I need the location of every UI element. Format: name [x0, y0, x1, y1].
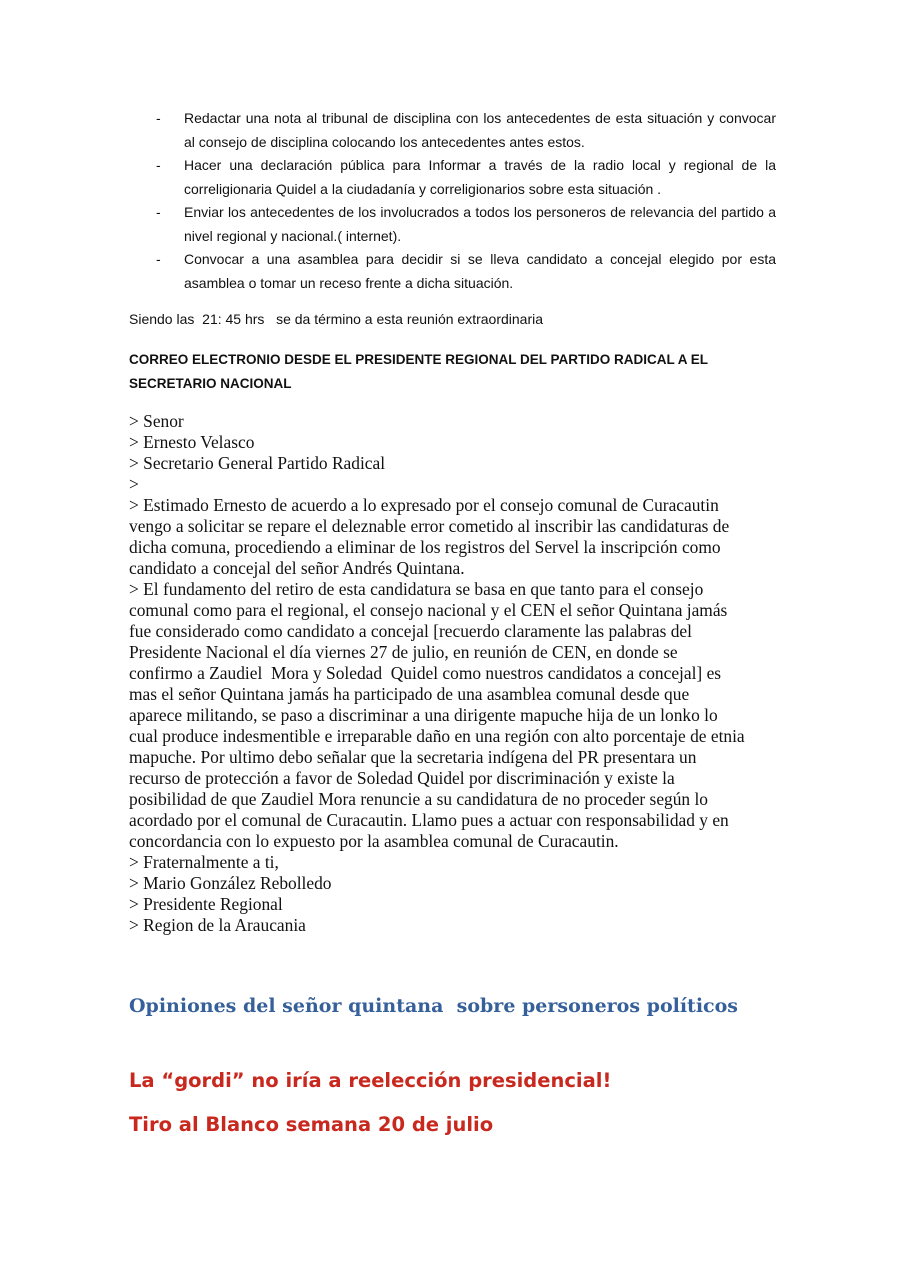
email-line: confirmo a Zaudiel Mora y Soledad Quidel como nuestros candidatos a concejal] es — [129, 663, 722, 683]
email-line: comunal como para el regional, el consejo nacional y el CEN el señor Quintana jamás — [129, 600, 728, 620]
email-line: > Ernesto Velasco — [129, 432, 255, 452]
email-line: Presidente Nacional el día viernes 27 de julio, en reunión de CEN, en donde se — [129, 642, 678, 662]
list-item — [150, 107, 776, 154]
action-item-list — [150, 107, 776, 295]
bullet-marker: - — [156, 204, 161, 220]
email-body — [129, 411, 779, 936]
email-line: > Region de la Araucania — [129, 915, 306, 935]
news-headline: La “gordi” no iría a reelección presidencial! — [129, 1069, 612, 1092]
list-item-text: Enviar los antecedentes de los involucrados a todos los personeros de relevancia del partido a nivel regional y nacional.( internet). — [184, 204, 776, 244]
email-line: > Estimado Ernesto de acuerdo a lo expresado por el consejo comunal de Curacautin — [129, 495, 719, 515]
news-headline: Tiro al Blanco semana 20 de julio — [129, 1113, 494, 1136]
email-line: > Fraternalmente a ti, — [129, 852, 279, 872]
list-item — [150, 154, 776, 201]
email-line: acordado por el comunal de Curacautin. Llamo pues a actuar con responsabilidad y en — [129, 810, 729, 830]
email-line: > El fundamento del retiro de esta candidatura se basa en que tanto para el consejo — [129, 579, 704, 599]
email-line: concordancia con lo expuesto por la asamblea comunal de Curacautin. — [129, 831, 619, 851]
email-line: > Presidente Regional — [129, 894, 283, 914]
email-line: > Mario González Rebolledo — [129, 873, 332, 893]
bullet-marker: - — [156, 251, 161, 267]
meeting-closing-line: Siendo las 21: 45 hrs se da término a esta reunión extraordinaria — [129, 311, 544, 327]
email-line: aparece militando, se paso a discriminar a una dirigente mapuche hija de un lonko lo — [129, 705, 718, 725]
list-item-text: Redactar una nota al tribunal de disciplina con los antecedentes de esta situación y convocar al consejo de disciplina colocando los antecedentes antes estos. — [184, 110, 776, 150]
list-item — [150, 201, 776, 248]
bullet-marker: - — [156, 157, 161, 173]
bullet-marker: - — [156, 110, 161, 126]
email-line: posibilidad de que Zaudiel Mora renuncie a su candidatura de no proceder según lo — [129, 789, 709, 809]
email-line: > — [129, 474, 139, 494]
email-line: dicha comuna, procediendo a eliminar de los registros del Servel la inscripción como — [129, 537, 721, 557]
email-line: vengo a solicitar se repare el deleznable error cometido al inscribir las candidaturas de — [129, 516, 730, 536]
email-section-heading: CORREO ELECTRONIO DESDE EL PRESIDENTE REGIONAL DEL PARTIDO RADICAL A EL SECRETARIO NACIONAL — [129, 352, 708, 391]
list-item-text: Convocar a una asamblea para decidir si se lleva candidato a concejal elegido por esta asamblea o tomar un receso frente a dicha situación. — [184, 251, 776, 291]
email-line: candidato a concejal del señor Andrés Quintana. — [129, 558, 465, 578]
email-line: recurso de protección a favor de Soledad Quidel por discriminación y existe la — [129, 768, 675, 788]
email-line: mapuche. Por ultimo debo señalar que la secretaria indígena del PR presentara un — [129, 747, 697, 767]
list-item-text: Hacer una declaración pública para Informar a través de la radio local y regional de la correligionaria Quidel a la ciudadanía y correligionarios sobre esta situación . — [184, 157, 776, 197]
email-line: cual produce indesmentible e irreparable daño en una región con alto porcentaje de etnia — [129, 726, 745, 746]
email-line: fue considerado como candidato a concejal [recuerdo claramente las palabras del — [129, 621, 692, 641]
email-line: > Secretario General Partido Radical — [129, 453, 386, 473]
email-line: mas el señor Quintana jamás ha participado de una asamblea comunal desde que — [129, 684, 690, 704]
email-line: > Senor — [129, 411, 184, 431]
list-item — [150, 248, 776, 295]
opinions-heading: Opiniones del señor quintana sobre personeros políticos — [129, 995, 738, 1017]
